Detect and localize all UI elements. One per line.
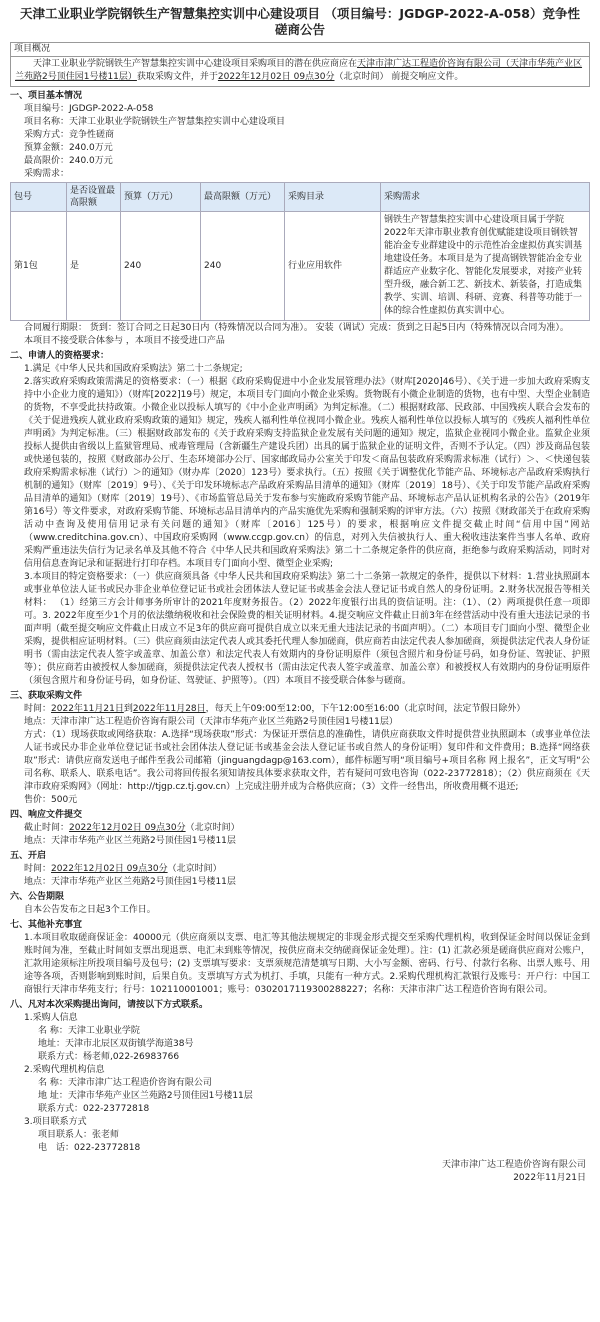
overview-text xyxy=(11,57,589,86)
overview-box xyxy=(10,42,590,87)
acquire-start: 2022年11月21日 xyxy=(51,704,124,714)
submit-place: 地点：天津市华苑产业区兰苑路2号顶佳园1号楼11层 xyxy=(24,836,236,846)
section-2-heading: 二、申请人的资格要求： xyxy=(10,351,110,361)
agent-heading: 2.采购代理机构信息 xyxy=(24,1065,105,1075)
section-5-heading: 五、开启 xyxy=(10,851,47,861)
contract-period: 合同履行期限： 货到：签订合同之日起30日内（特殊情况以合同为准）。 安装（调试）完成：货到之日起5日内（特殊情况以合同为准）。 xyxy=(24,323,569,333)
th-limit: 最高限额（万元） xyxy=(201,183,285,212)
agent-address: 地 址：天津市华苑产业区兰苑路2号顶佳园1号楼11层 xyxy=(38,1091,253,1101)
buyer-address: 地址：天津市北辰区双街镇学海道38号 xyxy=(38,1039,194,1049)
overview-text-b: 获取采购文件，并于 xyxy=(136,72,218,82)
overview-deadline: 2022年12月02日 09点30分 xyxy=(217,72,335,82)
cell-has-limit: 是 xyxy=(67,212,121,321)
acquire-time xyxy=(10,703,590,716)
requirements-label: 采购需求： xyxy=(24,169,70,179)
cell-catalog: 行业应用软件 xyxy=(285,212,381,321)
notice-period: 自本公告发布之日起3个工作日。 xyxy=(24,905,156,915)
th-catalog: 采购目录 xyxy=(285,183,381,212)
opening-time-label: 时间： xyxy=(24,864,52,874)
overview-heading: 项目概况 xyxy=(11,43,589,57)
th-package: 包号 xyxy=(11,183,67,212)
buyer-name: 名 称：天津工业职业学院 xyxy=(38,1026,140,1036)
acquire-time-label: 时间： xyxy=(24,704,52,714)
th-has-limit: 是否设置最高限额 xyxy=(67,183,121,212)
contact-person: 项目联系人：张老师 xyxy=(38,1130,120,1140)
cell-budget: 240 xyxy=(121,212,201,321)
contact-heading: 3.项目联系方式 xyxy=(24,1117,87,1127)
signature-block xyxy=(10,1159,590,1185)
agent-contact: 联系方式：022-23772818 xyxy=(38,1104,150,1114)
signature-date: 2022年11月21日 xyxy=(513,1173,586,1183)
buyer-contact: 联系方式：杨老师,022-26983766 xyxy=(38,1052,180,1062)
cell-requirements: 钢铁生产智慧集控实训中心建设项目属于学院2022年天津市职业教育创优赋能建设项目钢铁智能冶金专业群建设中的示范性冶金虚拟仿真实训基地建设任务。本项目是为了提高钢铁智能冶金专业群适应产业数字化、智能化发展要求，对接产业转型升级，融合新工艺、新技术、新装备，打造成集教学、实训、培训、科研、竞赛、科普等功能于一体的综合性虚拟仿真实训中心。 xyxy=(381,212,590,321)
opening-time-value: 2022年12月02日 09点30分 xyxy=(51,864,168,874)
section-1-body xyxy=(10,103,590,181)
cell-package: 第1包 xyxy=(11,212,67,321)
page-title: 天津工业职业学院钢铁生产智慧集控实训中心建设项目 （项目编号：JGDGP-2022-A-058）竞争性磋商公告 xyxy=(20,6,580,37)
supplementary-matters: 1.本项目收取磋商保证金：40000元（供应商须以支票、电汇等其他法规规定的非现金形式提交至采购代理机构，收到保证金时间以保证金到账时间为准，至截止时间如支票出现退票、电汇未到账等情况，按供应商未交纳磋商保证金处理）。注：(1) 汇款必须是磋商供应商对公账户，汇款用途须标注所投项目编号及包号；(2) 支票填写要求：支票须规范清楚填写日期、大小写金额、密码、行号、付款行名称、出票人账号、用途等各项，否则影响到账时间，后果自负。支票填写方式为机打、手填，只能有一种方式。2.采购代理机构汇款银行及账号：开户行：中国工商银行天津市华苑支行；行号：102110001001；账号：0302017119300288227；名称：天津市津广达工程造价咨询有限公司。 xyxy=(24,933,590,995)
submit-deadline-value: 2022年12月02日 09点30分 xyxy=(69,823,186,833)
consortium-note: 本项目不接受联合体参与 ，本项目不接受进口产品 xyxy=(24,336,225,346)
acquire-price: 售价：500元 xyxy=(24,795,78,805)
procurement-method: 采购方式：竞争性磋商 xyxy=(24,130,115,140)
submit-deadline-tz: （北京时间） xyxy=(185,823,240,833)
th-budget: 预算（万元） xyxy=(121,183,201,212)
acquire-to: 到 xyxy=(123,704,133,714)
agent-name: 名 称：天津市津广达工程造价咨询有限公司 xyxy=(38,1078,212,1088)
qualification-2: 2.落实政府采购政策需满足的资格要求：（一）根据《政府采购促进中小企业发展管理办法》（财库[2020]46号）、《关于进一步加大政府采购支持中小企业力度的通知》）（财库[2022]19号）规定，本项目专门面向小微企业采购。货物既有小微企业制造的货物，也有中型、大型企业制造的货物，不享受此扶持政策。小微企业以投标人填写的《中小企业声明函》为判定标准。（二）根据财政部、民政部、中国残疾人联合会发布的《关于促进残疾人就业政府采购政策的通知》规定，残疾人福利性单位视同小微企业。残疾人福利性单位以投标人填写的《残疾人福利性单位声明函》为判定标准。（三）根据财政部发布的《关于政府采购支持监狱企业发展有关问题的通知》规定，监狱企业视同小微企业。监狱企业须投标人提供由省级以上监狱管理局、戒毒管理局（含新疆生产建设兵团）出具的属于监狱企业的证明文件，否则不予认定。（四）涉及商品包装或快递包装的，按照《财政部办公厅、生态环境部办公厅、国家邮政局办公室关于印发＜商品包装政府采购需求标准（试行）＞、＜快递包装政府采购需求标准（试行）＞的通知》（财办库〔2020〕123号）要求执行。（五）按照《关于调整优化节能产品、环境标志产品政府采购执行机制的通知》（财库〔2019〕9号）、《关于印发环境标志产品政府采购品目清单的通知》（财库〔2019〕18号）、《关于印发节能产品政府采购品目清单的通知》（财库〔2019〕19号）、《市场监管总局关于发布参与实施政府采购节能产品、环境标志产品认证机构名录的公告》（2019年第16号）等文件要求，对政府采购节能、环境标志品目清单内的产品实施优先采购和强制采购的评审方法。（六）按照《财政部关于在政府采购活动中查询及使用信用记录有关问题的通知》（财库〔2016〕125号）的要求，根据响应文件提交截止时间“信用中国”网站（www.creditchina.gov.cn）、中国政府采购网（www.ccgp.gov.cn）的信息，对列入失信被执行人、重大税收违法案件当事人名单、政府采购严重违法失信行为记录名单及其他不符合《中华人民共和国政府采购法》第二十二条规定条件的供应商，拒绝参与政府采购活动，同时对信用信息查询记录和证据进行打印存档。本项目专门面向小型、微型企业采购; xyxy=(24,377,590,569)
budget-amount: 预算金额：240.0万元 xyxy=(24,143,113,153)
acquire-hours: ，每天上午09:00至12:00，下午12:00至16:00（北京时间，法定节假日除外） xyxy=(205,704,526,714)
opening-place: 地点：天津市华苑产业区兰苑路2号顶佳园1号楼11层 xyxy=(24,877,236,887)
cell-limit: 240 xyxy=(201,212,285,321)
project-name: 项目名称：天津工业职业学院钢铁生产智慧集控实训中心建设项目 xyxy=(24,117,286,127)
table-row xyxy=(11,212,590,321)
acquire-method: 方式：（1）现场获取或网络获取：A.选择“现场获取”形式：为保证开票信息的准确性，请供应商获取文件时提供营业执照副本（或事业单位法人证书或民办非企业单位登记证书或社会团体法人登记证书或基金会法人登记证书或自然人的身份证明）复印件和文件费用；B.选择“网络获取”形式：请供应商发送电子邮件至我公司邮箱（jinguangdagp@163.com），邮件标题写明“项目编号+项目名称 网上报名”，正文写明“公司名称、联系人、联系电话”。我公司将回传报名须知请按具体要求获取文件，若有疑问可致电咨询（022-23772818）；（2）供应商须在《天津市政府采购网》（网址：http://tjgp.cz.tj.gov.cn）上完成注册并成为合格供应商；（3）文件一经售出，所收费用概不退还; xyxy=(24,730,590,792)
submit-deadline xyxy=(10,822,590,835)
buyer-info xyxy=(10,1012,590,1155)
table-header-row xyxy=(11,183,590,212)
overview-address: 天津市津广达工程造价咨询有限公司（天津市华苑产业区兰苑路2号顶佳园1号楼11层） xyxy=(15,59,583,82)
th-requirements: 采购需求 xyxy=(381,183,590,212)
max-price: 最高限价：240.0万元 xyxy=(24,156,113,166)
acquire-end: 2022年11月28日 xyxy=(132,704,206,714)
project-number: 项目编号：JGDGP-2022-A-058 xyxy=(24,104,154,114)
opening-time xyxy=(10,863,590,876)
requirements-table xyxy=(10,182,590,321)
buyer-heading: 1.采购人信息 xyxy=(24,1013,78,1023)
contact-phone: 电 话：022-23772818 xyxy=(38,1143,141,1153)
overview-text-a: 天津工业职业学院钢铁生产智慧集控实训中心建设项目采购项目的潜在供应商应在 xyxy=(33,59,358,69)
qualification-1: 1.满足《中华人民共和国政府采购法》第二十二条规定; xyxy=(24,364,243,374)
section-3-heading: 三、获取采购文件 xyxy=(10,691,83,701)
section-4-heading: 四、响应文件提交 xyxy=(10,810,83,820)
acquire-place: 地点：天津市津广达工程造价咨询有限公司（天津市华苑产业区兰苑路2号顶佳园1号楼11层） xyxy=(24,717,398,727)
section-6-heading: 六、公告期限 xyxy=(10,892,65,902)
submit-deadline-label: 截止时间： xyxy=(24,823,70,833)
overview-text-c: （北京时间） 前提交响应文件。 xyxy=(334,72,464,82)
signature-org: 天津市津广达工程造价咨询有限公司 xyxy=(441,1160,586,1170)
section-1-heading: 一、项目基本情况 xyxy=(10,91,83,101)
qualification-3: 3.本项目的特定资格要求：（一）供应商须具备《中华人民共和国政府采购法》第二十二条第一款规定的条件，提供以下材料：1.营业执照副本或事业单位法人证书或民办非企业单位登记证书或社会团体法人登记证书或基金会法人登记证书或自然人的身份证明。2.财务状况报告等相关材料： （1）经第三方会计师事务所审计的2021年度财务报告。（2）2022年度银行出具的资信证明。注：（1）、（2）两项提供任意一项即可。3. 2022年度至少1个月的依法缴纳税收和社会保险费的相关证明材料。4.提交响应文件截止日前3年在经营活动中没有重大违法记录的书面声明（截至提交响应文件截止日成立不足3年的供应商可提供自成立以来无重大违法记录的书面声明）。（二）本项目专门面向小型、微型企业采购，提供相应证明材料。（三）供应商须由法定代表人或其委托代理人参加磋商，供应商若由法定代表人参加磋商，须提供法定代表人身份证明书（需由法定代表人签字或盖章、加盖公章）和法定代表人有效期内的身份证明原件（须包含照片和身份证号码，如身份证、驾驶证、护照等）；供应商若由被授权人参加磋商，须提供法定代表人授权书（需由法定代表人签字或盖章、加盖公章）和被授权人有效期内的身份证明原件（须包含照片和身份证号码，如身份证、驾驶证、护照等）。（四）本项目不接受联合体参与磋商。 xyxy=(24,572,590,686)
section-8-heading: 八、凡对本次采购提出询问，请按以下方式联系。 xyxy=(10,1000,209,1010)
section-7-heading: 七、其他补充事宜 xyxy=(10,920,83,930)
opening-time-tz: （北京时间） xyxy=(167,864,222,874)
